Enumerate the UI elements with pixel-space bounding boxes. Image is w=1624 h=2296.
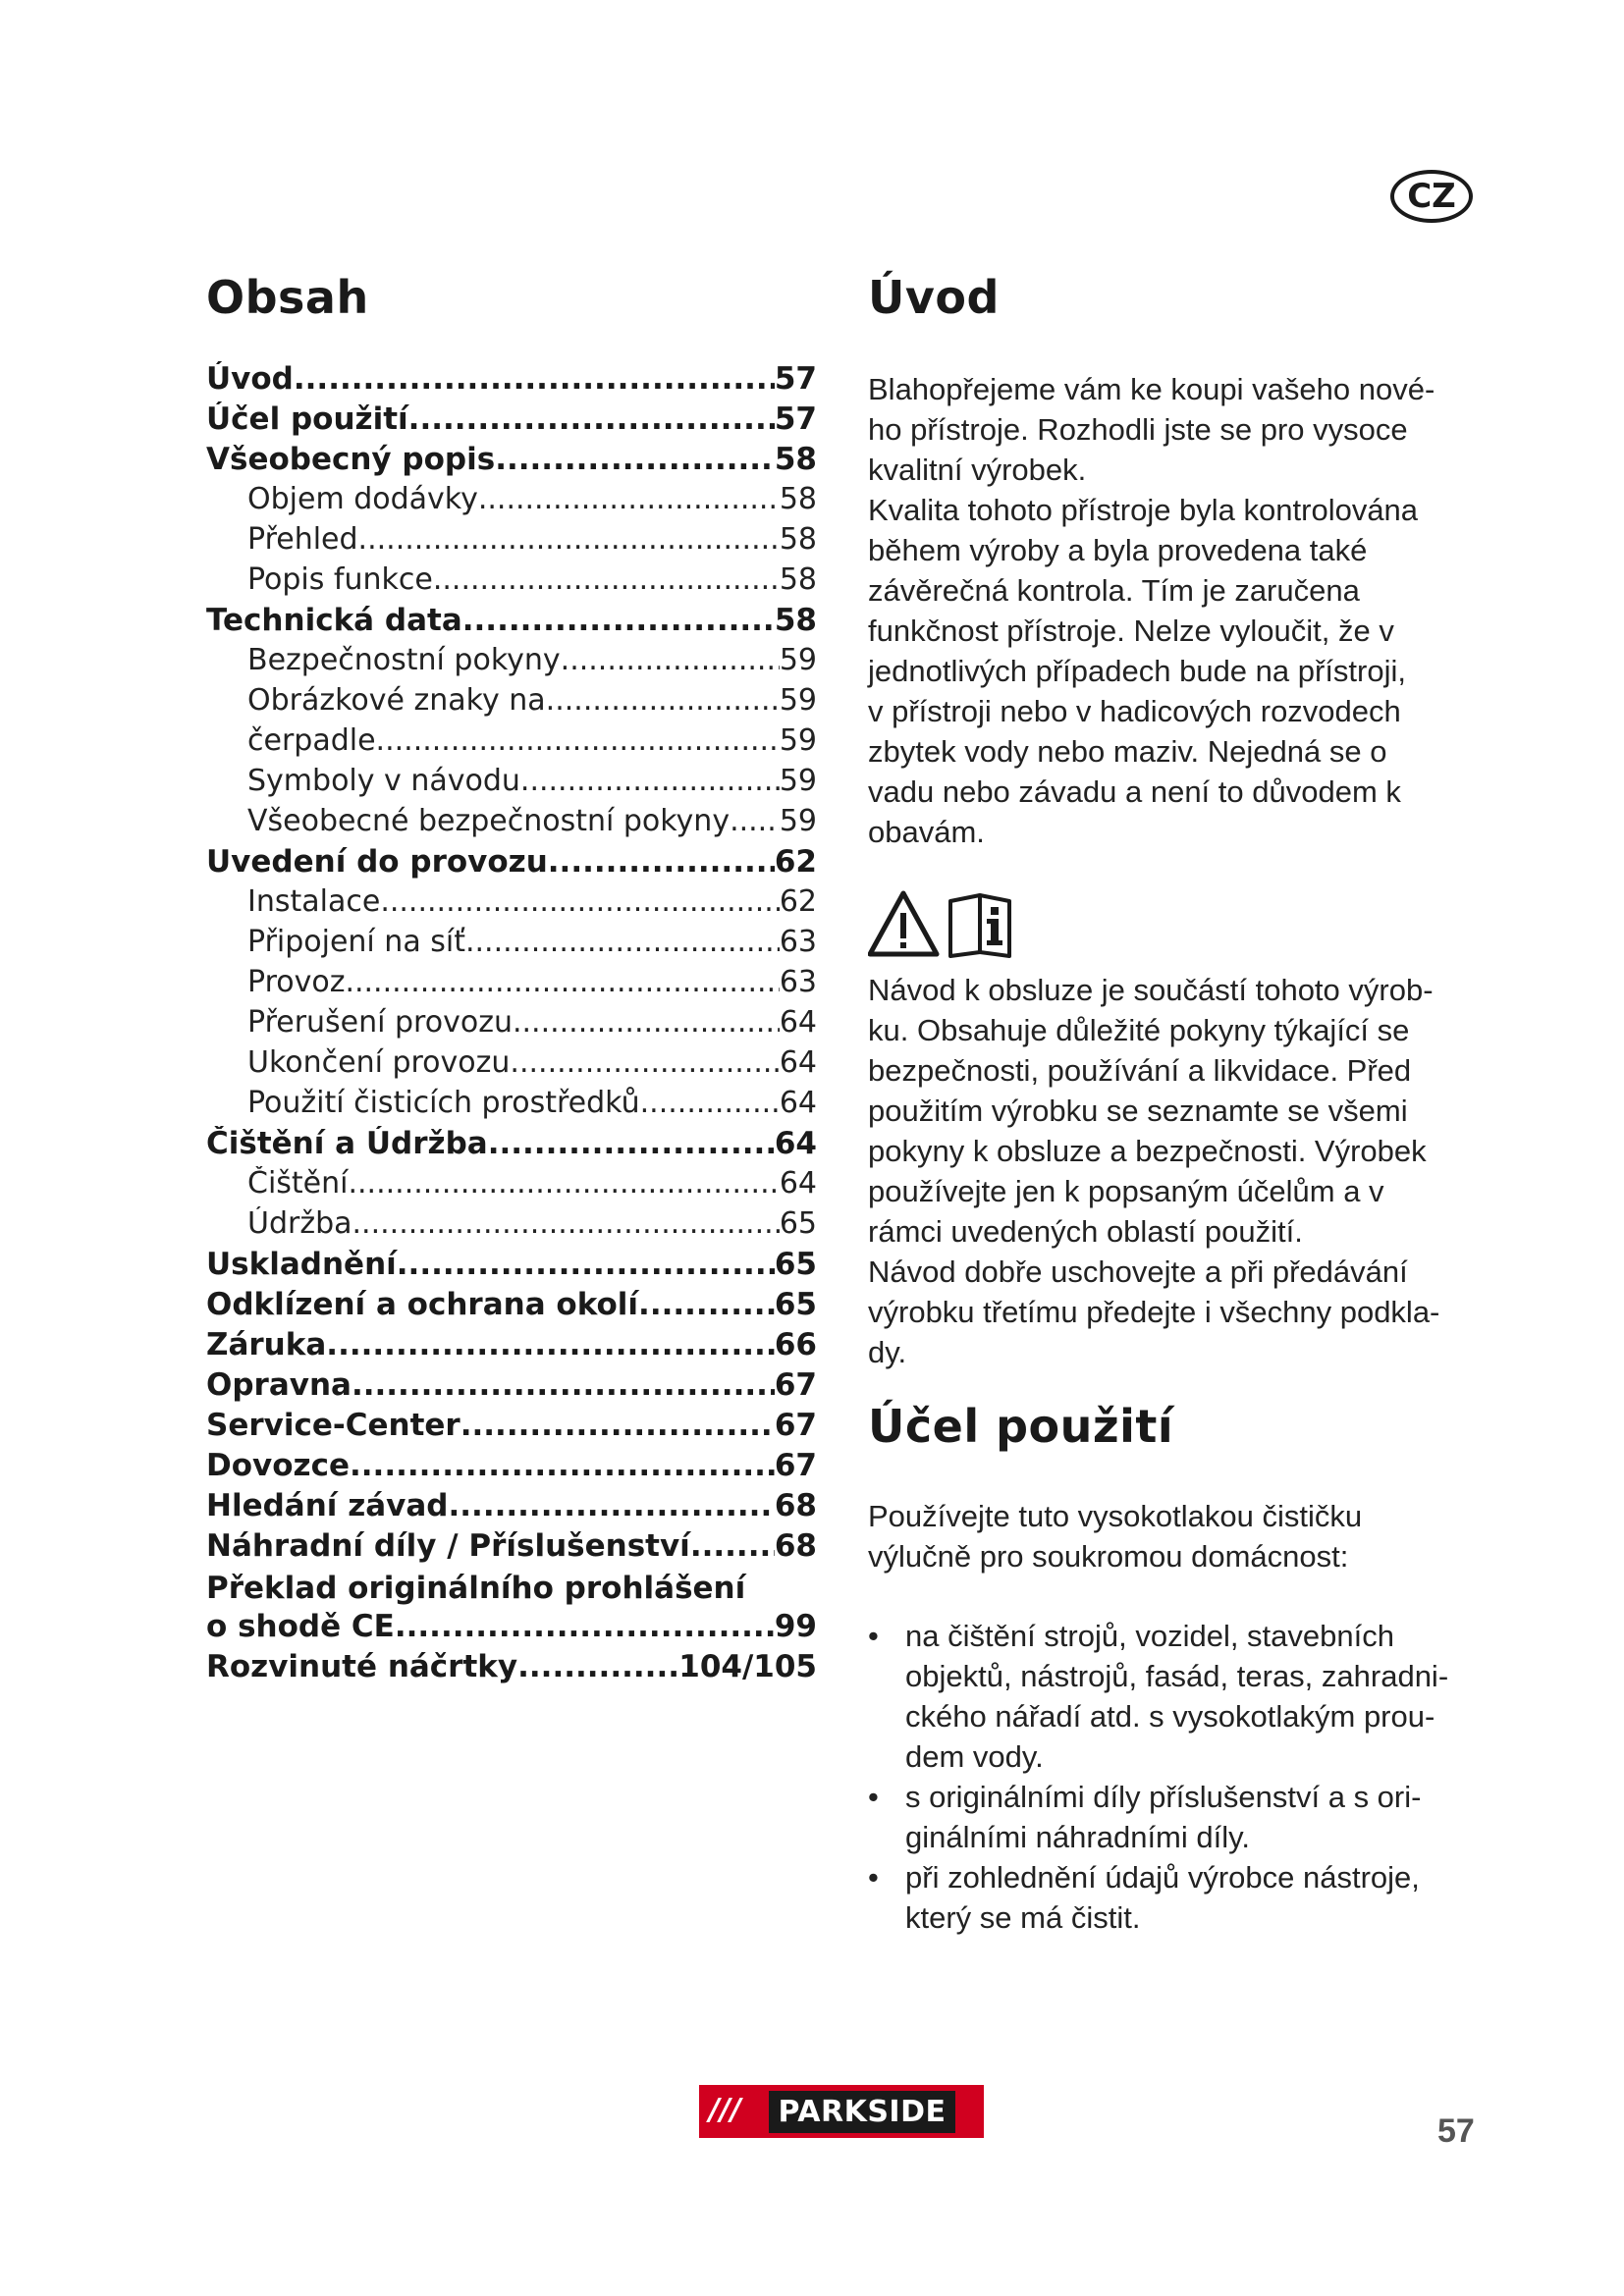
- text-line: pokyny k obsluze a bezpečnosti. Výrobek: [868, 1134, 1427, 1168]
- toc-subentry[interactable]: čerpadle ..... 59: [206, 723, 817, 764]
- text-line: kvalitní výrobek.: [868, 453, 1087, 487]
- toc-entry[interactable]: Všeobecný popis ..... 58: [206, 442, 817, 482]
- toc-entry[interactable]: Service-Center ..... 67: [206, 1408, 817, 1448]
- text-line: Kvalita tohoto přístroje byla kontrolována: [868, 493, 1419, 527]
- list-item: • s originálními díly příslušenství a s ori- ginálními náhradními díly.: [868, 1777, 1496, 1857]
- toc-subentry[interactable]: Objem dodávky ..... 58: [206, 482, 817, 522]
- text-line: ku. Obsahuje důležité pokyny týkající se: [868, 1013, 1410, 1047]
- toc-entry[interactable]: Uvedení do provozu ..... 62: [206, 844, 817, 884]
- section-title-uvod: Úvod: [868, 271, 1000, 324]
- logo-slashes: ///: [709, 2093, 741, 2127]
- page-number: 57: [1437, 2112, 1475, 2150]
- ucel-intro: [868, 1496, 1496, 1576]
- text-line: rámci uvedených oblastí použití.: [868, 1214, 1303, 1249]
- text-line: Blahopřejeme vám ke koupi vašeho nové-: [868, 372, 1435, 406]
- toc-subentry[interactable]: Připojení na síť ..... 63: [206, 925, 817, 965]
- toc-entry[interactable]: Uskladnění ..... 65: [206, 1247, 817, 1287]
- uvod-paragraph-1: [868, 369, 1496, 852]
- text-line: závěrečná kontrola. Tím je zaručena: [868, 573, 1360, 608]
- toc-entry[interactable]: Účel použití ..... 57: [206, 401, 817, 442]
- toc-subentry[interactable]: Čištění ..... 64: [206, 1166, 817, 1206]
- toc-entry[interactable]: Dovozce ..... 67: [206, 1448, 817, 1488]
- text-line: bezpečnosti, používání a likvidace. Před: [868, 1053, 1412, 1088]
- text-line: Návod k obsluze je součástí tohoto výrob-: [868, 973, 1434, 1007]
- toc-title: Obsah: [206, 271, 369, 324]
- text-line: dy.: [868, 1335, 907, 1369]
- ucel-bullet-list: [868, 1616, 1496, 1938]
- toc-entry[interactable]: Záruka ..... 66: [206, 1327, 817, 1367]
- toc-subentry[interactable]: Instalace ..... 62: [206, 884, 817, 925]
- toc-subentry[interactable]: Popis funkce ..... 58: [206, 562, 817, 603]
- parkside-logo: [699, 2085, 984, 2138]
- warning-triangle-icon: [870, 893, 937, 954]
- text-line: v přístroji nebo v hadicových rozvodech: [868, 694, 1401, 728]
- text-line: výlučně pro soukromou domácnost:: [868, 1539, 1349, 1574]
- toc-subentry[interactable]: Obrázkové znaky na ..... 59: [206, 683, 817, 723]
- text-line: jednotlivých případech bude na přístroji,: [868, 654, 1406, 688]
- toc-subentry[interactable]: Ukončení provozu ..... 64: [206, 1045, 817, 1086]
- toc-entry[interactable]: Opravna ..... 67: [206, 1367, 817, 1408]
- toc-entry[interactable]: Úvod ..... 57: [206, 361, 817, 401]
- toc-subentry[interactable]: Použití čisticích prostředků ..... 64: [206, 1086, 817, 1126]
- toc-subentry[interactable]: Údržba ..... 65: [206, 1206, 817, 1247]
- list-item: • při zohlednění údajů výrobce nástroje, který se má čistit.: [868, 1857, 1496, 1938]
- language-badge-text: CZ: [1407, 177, 1456, 216]
- toc-entry[interactable]: Náhradní díly / Příslušenství ..... 68: [206, 1528, 817, 1569]
- toc-subentry[interactable]: Přerušení provozu ..... 64: [206, 1005, 817, 1045]
- list-item: • na čištění strojů, vozidel, stavebních objektů, nástrojů, fasád, teras, zahradni- ckého nářadí atd. s vysokotlakým prou- dem vody.: [868, 1616, 1496, 1777]
- toc-entry[interactable]: Technická data ..... 58: [206, 603, 817, 643]
- safety-icons: [868, 889, 1064, 960]
- toc-subentry[interactable]: Symboly v návodu ..... 59: [206, 764, 817, 804]
- toc-entry-wrapped-line[interactable]: Překlad originálního prohlášení: [206, 1571, 746, 1606]
- text-line: Návod dobře uschovejte a při předávání: [868, 1255, 1408, 1289]
- toc-subentry[interactable]: Všeobecné bezpečnostní pokyny ..... 59: [206, 804, 817, 844]
- uvod-paragraph-2: [868, 970, 1496, 1372]
- toc-entry[interactable]: Hledání závad ..... 68: [206, 1488, 817, 1528]
- text-line: Používejte tuto vysokotlakou čističku: [868, 1499, 1363, 1533]
- toc-subentry[interactable]: Bezpečnostní pokyny ..... 59: [206, 643, 817, 683]
- section-title-ucel: Účel použití: [868, 1400, 1174, 1453]
- toc-entry[interactable]: Rozvinuté náčrtky ..... 104/105: [206, 1649, 817, 1689]
- text-line: ho přístroje. Rozhodli jste se pro vysoce: [868, 412, 1408, 447]
- toc-entry[interactable]: Čištění a Údržba ..... 64: [206, 1126, 817, 1166]
- toc-entry[interactable]: Odklízení a ochrana okolí ..... 65: [206, 1287, 817, 1327]
- toc-entry[interactable]: o shodě CE ..... 99: [206, 1609, 817, 1649]
- table-of-contents: [206, 361, 817, 1689]
- text-line: vadu nebo závadu a není to důvodem k: [868, 774, 1401, 809]
- logo-text: PARKSIDE: [769, 2091, 956, 2133]
- text-line: během výroby a byla provedena také: [868, 533, 1368, 567]
- text-line: funkčnost přístroje. Nelze vyloučit, že v: [868, 614, 1394, 648]
- toc-subentry[interactable]: Provoz ..... 63: [206, 965, 817, 1005]
- text-line: používejte jen k popsaným účelům a v: [868, 1174, 1384, 1208]
- language-badge: [1390, 170, 1473, 223]
- text-line: použitím výrobku se seznamte se všemi: [868, 1094, 1408, 1128]
- text-line: zbytek vody nebo maziv. Nejedná se o: [868, 734, 1387, 769]
- toc-subentry[interactable]: Přehled ..... 58: [206, 522, 817, 562]
- text-line: výrobku třetímu předejte i všechny podkla-: [868, 1295, 1440, 1329]
- text-line: obavám.: [868, 815, 985, 849]
- manual-book-icon: [950, 895, 1009, 956]
